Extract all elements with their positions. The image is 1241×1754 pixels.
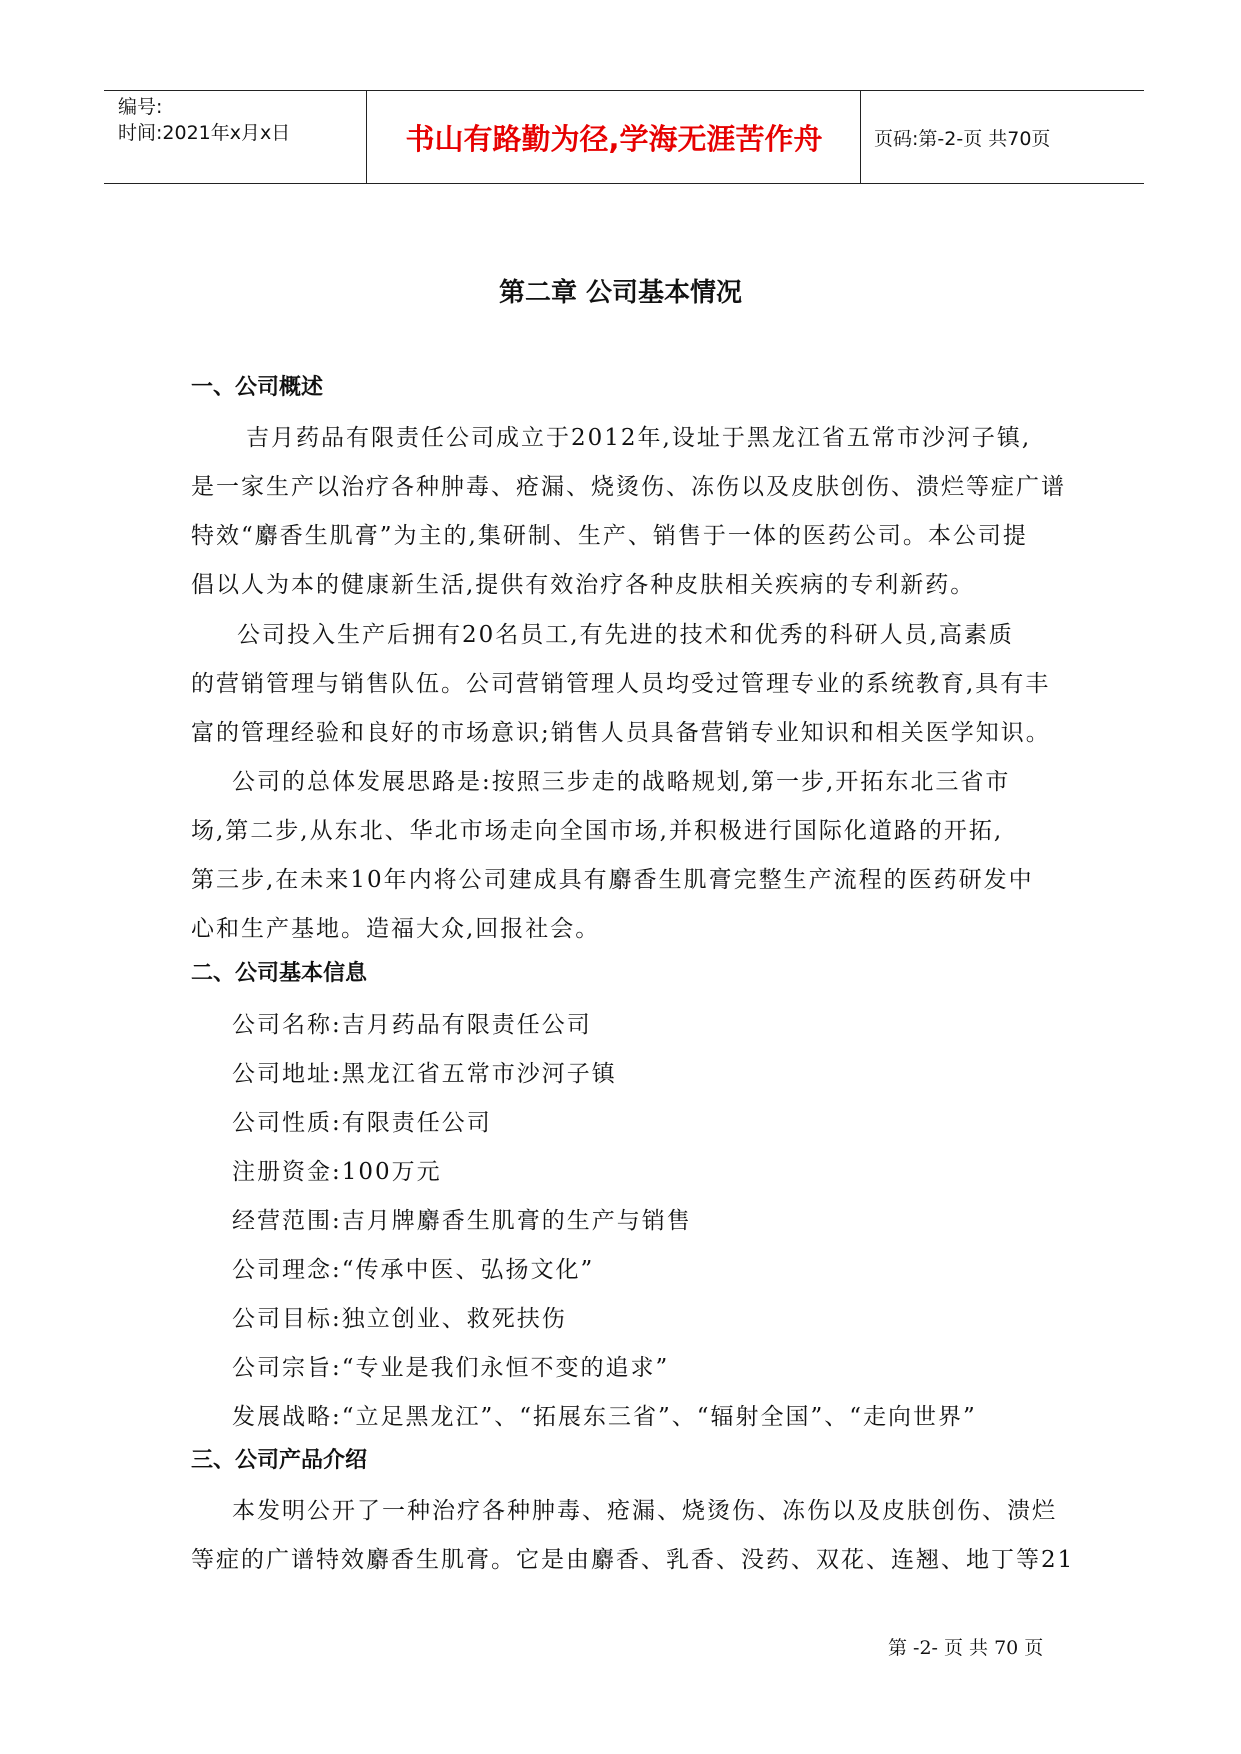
document-number-label: 编号: bbox=[118, 96, 163, 118]
info-item: 经营范围:吉月牌麝香生肌膏的生产与销售 bbox=[232, 1208, 692, 1234]
section-heading-basic-info: 二、公司基本信息 bbox=[191, 961, 368, 986]
info-item: 发展战略:“立足黑龙江”、“拓展东三省”、“辐射全国”、“走向世界” bbox=[232, 1404, 977, 1430]
paragraph-line: 公司的总体发展思路是:按照三步走的战略规划,第一步,开拓东北三省市 bbox=[232, 769, 1011, 795]
paragraph-line: 心和生产基地。造福大众,回报社会。 bbox=[191, 916, 601, 942]
info-item: 公司目标:独立创业、救死扶伤 bbox=[232, 1306, 567, 1332]
header-divider bbox=[860, 91, 861, 183]
document-time-label: 时间:2021年x月x日 bbox=[118, 122, 291, 144]
page-footer: 第 -2- 页 共 70 页 bbox=[888, 1637, 1044, 1659]
info-item: 公司宗旨:“专业是我们永恒不变的追求” bbox=[232, 1355, 670, 1381]
header-meta bbox=[118, 91, 368, 183]
paragraph-line: 倡以人为本的健康新生活,提供有效治疗各种皮肤相关疾病的专利新药。 bbox=[191, 572, 976, 598]
page-header bbox=[104, 90, 1144, 184]
paragraph-line: 第三步,在未来10年内将公司建成具有麝香生肌膏完整生产流程的医药研发中 bbox=[191, 867, 1034, 893]
paragraph-line: 特效“麝香生肌膏”为主的,集研制、生产、销售于一体的医药公司。本公司提 bbox=[191, 523, 1028, 549]
paragraph-line: 是一家生产以治疗各种肿毒、疮漏、烧烫伤、冻伤以及皮肤创伤、溃烂等症广谱 bbox=[191, 474, 1066, 500]
section-heading-products: 三、公司产品介绍 bbox=[191, 1448, 368, 1473]
paragraph-line: 的营销管理与销售队伍。公司营销管理人员均受过管理专业的系统教育,具有丰 bbox=[191, 671, 1051, 697]
info-item: 注册资金:100万元 bbox=[232, 1159, 442, 1185]
info-item: 公司理念:“传承中医、弘扬文化” bbox=[232, 1257, 595, 1283]
header-page-label: 页码:第-2-页 共70页 bbox=[874, 127, 1051, 150]
info-item: 公司地址:黑龙江省五常市沙河子镇 bbox=[232, 1061, 617, 1087]
info-item: 公司性质:有限责任公司 bbox=[232, 1110, 492, 1136]
paragraph-line: 等症的广谱特效麝香生肌膏。它是由麝香、乳香、没药、双花、连翘、地丁等21 bbox=[191, 1547, 1075, 1573]
info-item: 公司名称:吉月药品有限责任公司 bbox=[232, 1012, 592, 1038]
paragraph-line: 吉月药品有限责任公司成立于2012年,设址于黑龙江省五常市沙河子镇, bbox=[246, 425, 1032, 451]
paragraph-line: 公司投入生产后拥有20名员工,有先进的技术和优秀的科研人员,高素质 bbox=[237, 622, 1014, 648]
section-heading-overview: 一、公司概述 bbox=[191, 375, 324, 400]
paragraph-line: 本发明公开了一种治疗各种肿毒、疮漏、烧烫伤、冻伤以及皮肤创伤、溃烂 bbox=[232, 1498, 1057, 1524]
header-motto: 书山有路勤为径,学海无涯苦作舟 bbox=[405, 121, 823, 156]
paragraph-line: 富的管理经验和良好的市场意识;销售人员具备营销专业知识和相关医学知识。 bbox=[191, 720, 1051, 746]
chapter-title: 第二章 公司基本情况 bbox=[498, 278, 743, 308]
header-divider bbox=[366, 91, 367, 183]
paragraph-line: 场,第二步,从东北、华北市场走向全国市场,并积极进行国际化道路的开拓, bbox=[191, 818, 1004, 844]
